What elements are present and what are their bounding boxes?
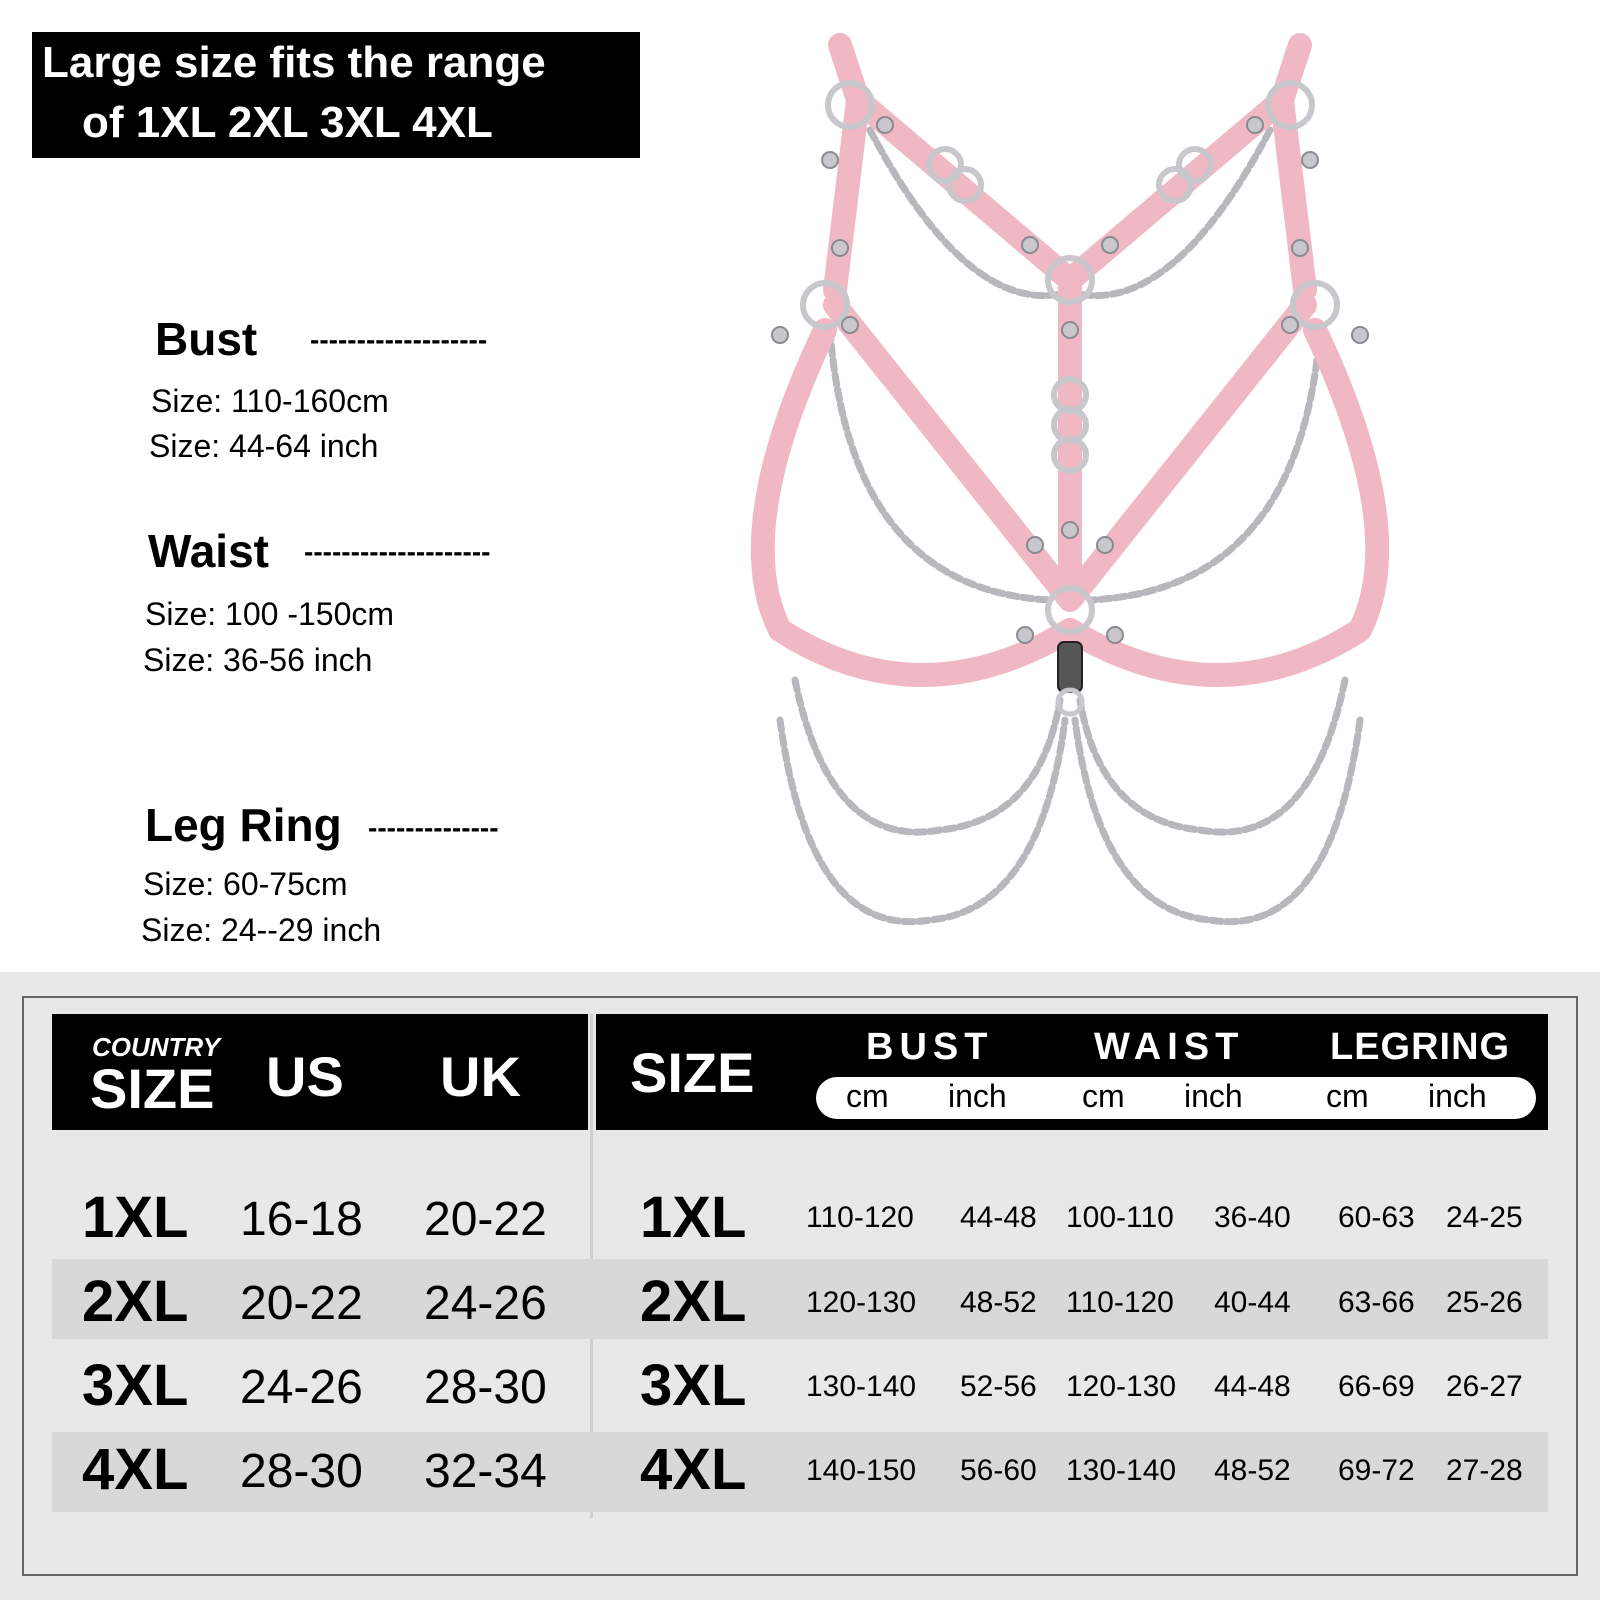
leg-ring-label: Leg Ring (145, 799, 342, 851)
unit-leg-cm: cm (1326, 1078, 1369, 1114)
table-cell-size: 2XL (640, 1269, 747, 1334)
waist-label: Waist (148, 525, 269, 577)
straps (763, 45, 1377, 675)
table-cell-waist-cm: 110-120 (1066, 1286, 1174, 1319)
table-cell-waist-inch: 48-52 (1214, 1454, 1291, 1487)
table-cell-uk: 24-26 (424, 1277, 547, 1330)
table-cell-us: 24-26 (240, 1361, 363, 1414)
unit-bust-cm: cm (846, 1078, 889, 1114)
table-cell-uk: 28-30 (424, 1361, 547, 1414)
leg-ring-dashes: -------------- (368, 812, 499, 843)
table-cell-leg-inch: 25-26 (1446, 1286, 1523, 1319)
unit-waist-cm: cm (1082, 1078, 1125, 1114)
table-cell-bust-cm: 140-150 (806, 1454, 917, 1487)
table-cell-leg-inch: 27-28 (1446, 1454, 1523, 1487)
unit-waist-inch: inch (1184, 1078, 1243, 1114)
table-cell-bust-inch: 56-60 (960, 1454, 1037, 1487)
waist-size-cm: Size: 100 -150cm (145, 596, 395, 632)
table-cell-bust-cm: 110-120 (806, 1201, 914, 1234)
table-cell-bust-inch: 44-48 (960, 1201, 1037, 1234)
table-cell-size: 3XL (640, 1353, 747, 1418)
waist-dashes: -------------------- (304, 536, 491, 567)
size-range-banner (32, 32, 640, 158)
table-cell-leg-cm: 69-72 (1338, 1454, 1415, 1487)
table-cell-waist-inch: 40-44 (1214, 1286, 1291, 1319)
banner-line-1: Large size fits the range (42, 38, 546, 87)
waist-size-inch: Size: 36-56 inch (143, 642, 373, 678)
leg-ring-size-cm: Size: 60-75cm (143, 866, 348, 902)
table-cell-country-size: 2XL (82, 1269, 189, 1334)
table-cell-uk: 20-22 (424, 1193, 547, 1246)
bust-size-cm: Size: 110-160cm (151, 383, 389, 419)
table-cell-us: 16-18 (240, 1193, 363, 1246)
table-cell-bust-inch: 48-52 (960, 1286, 1037, 1319)
header-us: US (266, 1045, 344, 1108)
header-bust: BUST (866, 1026, 994, 1068)
table-cell-waist-cm: 130-140 (1066, 1454, 1177, 1487)
table-cell-waist-cm: 120-130 (1066, 1370, 1177, 1403)
table-cell-leg-inch: 24-25 (1446, 1201, 1523, 1234)
harness-product-image (740, 30, 1400, 960)
table-cell-bust-cm: 130-140 (806, 1370, 917, 1403)
table-cell-waist-cm: 100-110 (1066, 1201, 1174, 1234)
table-cell-uk: 32-34 (424, 1445, 547, 1498)
table-cell-us: 28-30 (240, 1445, 363, 1498)
table-cell-leg-cm: 60-63 (1338, 1201, 1415, 1234)
table-cell-bust-cm: 120-130 (806, 1286, 917, 1319)
bust-label: Bust (155, 313, 258, 365)
bust-dashes: ------------------- (310, 324, 488, 355)
header-legring: LEGRING (1330, 1026, 1511, 1068)
table-cell-country-size: 4XL (82, 1437, 189, 1502)
header-country-size: SIZE (90, 1057, 215, 1120)
table-cell-leg-inch: 26-27 (1446, 1370, 1523, 1403)
leg-ring-size-inch: Size: 24--29 inch (141, 912, 382, 948)
table-cell-us: 20-22 (240, 1277, 363, 1330)
banner-line-2: of 1XL 2XL 3XL 4XL (82, 98, 493, 147)
header-country: COUNTRY (92, 1032, 221, 1062)
header-waist: WAIST (1094, 1026, 1245, 1068)
table-cell-size: 4XL (640, 1437, 747, 1502)
table-cell-waist-inch: 44-48 (1214, 1370, 1291, 1403)
table-cell-bust-inch: 52-56 (960, 1370, 1037, 1403)
bust-size-inch: Size: 44-64 inch (149, 428, 379, 464)
unit-bust-inch: inch (948, 1078, 1007, 1114)
table-cell-size: 1XL (640, 1185, 747, 1250)
table-cell-leg-cm: 66-69 (1338, 1370, 1415, 1403)
table-cell-waist-inch: 36-40 (1214, 1201, 1291, 1234)
header-uk: UK (440, 1045, 521, 1108)
table-cell-country-size: 1XL (82, 1185, 189, 1250)
table-cell-leg-cm: 63-66 (1338, 1286, 1415, 1319)
header-size: SIZE (630, 1041, 755, 1104)
unit-leg-inch: inch (1428, 1078, 1487, 1114)
table-cell-country-size: 3XL (82, 1353, 189, 1418)
